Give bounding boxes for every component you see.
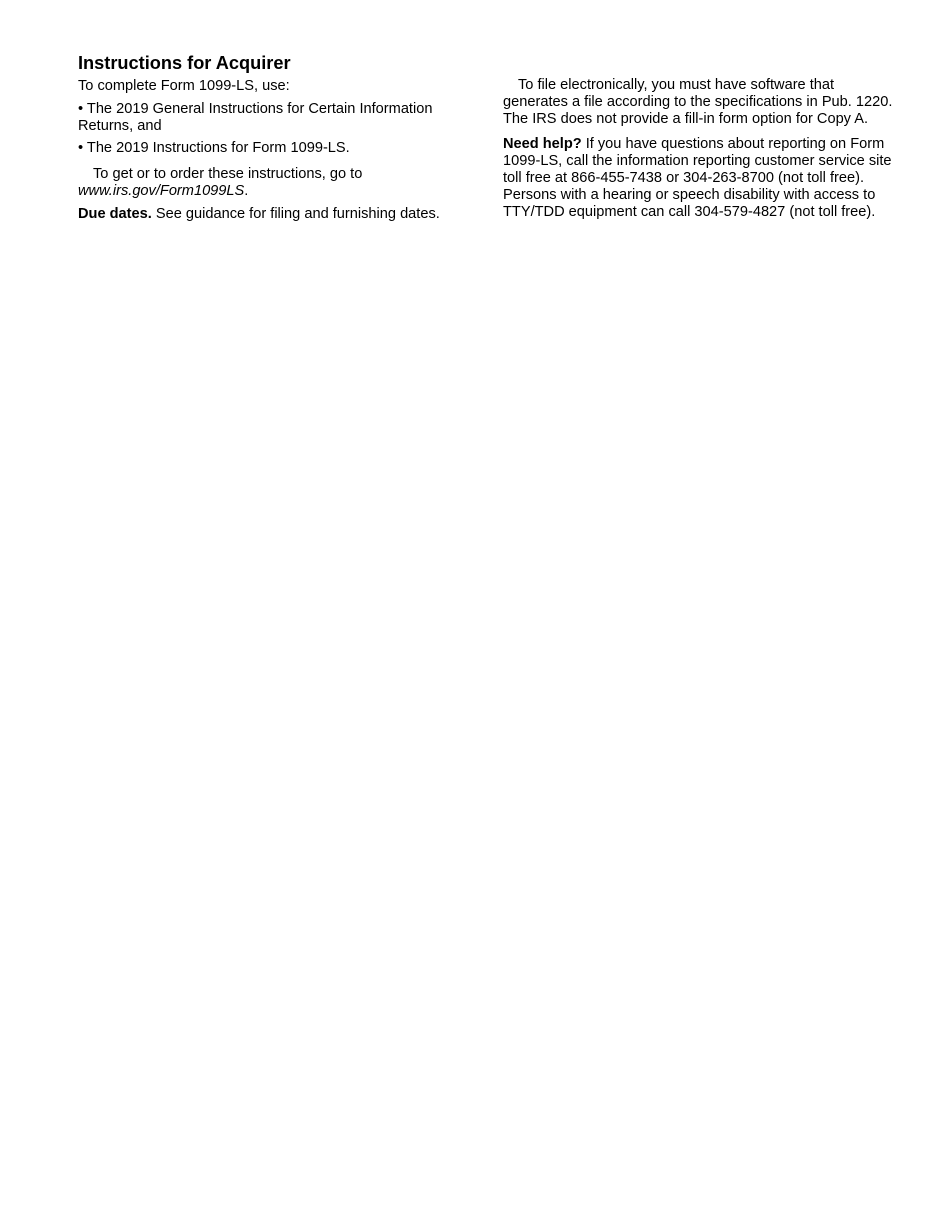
left-column: [78, 52, 478, 229]
due-dates-label: Due dates.: [78, 205, 152, 222]
need-help-label: Need help?: [503, 136, 582, 153]
right-column: [503, 77, 895, 226]
irs-link[interactable]: www.irs.gov/Form1099LS: [78, 182, 245, 199]
need-help-paragraph: [503, 136, 895, 220]
order-text: To get or to order these instructions, go to: [93, 166, 363, 183]
need-help-text: If you have questions about reporting on Form 1099-LS, call the information reporting customer service site toll free at 866-455-7438 or 304-263-8700 (not toll free). Persons with a hearing or speech disability with access to TTY/TDD equipment can call 304-579-4827 (not toll free).: [503, 136, 892, 220]
due-dates-paragraph: [78, 206, 478, 223]
electronic-filing-paragraph: To file electronically, you must have software that generates a file according to the specifications in Pub. 1220. The IRS does not provide a fill-in form option for Copy A.: [503, 77, 893, 127]
section-heading: Instructions for Acquirer: [78, 53, 291, 73]
bullet-general-instructions: • The 2019 General Instructions for Certain Information Returns, and: [78, 100, 433, 134]
bullet-form-instructions: • The 2019 Instructions for Form 1099-LS.: [78, 140, 350, 157]
intro-text: To complete Form 1099-LS, use:: [78, 78, 290, 94]
due-dates-text: See guidance for filing and furnishing dates.: [151, 205, 440, 222]
order-instructions: [78, 166, 478, 200]
order-end: .: [244, 182, 249, 199]
